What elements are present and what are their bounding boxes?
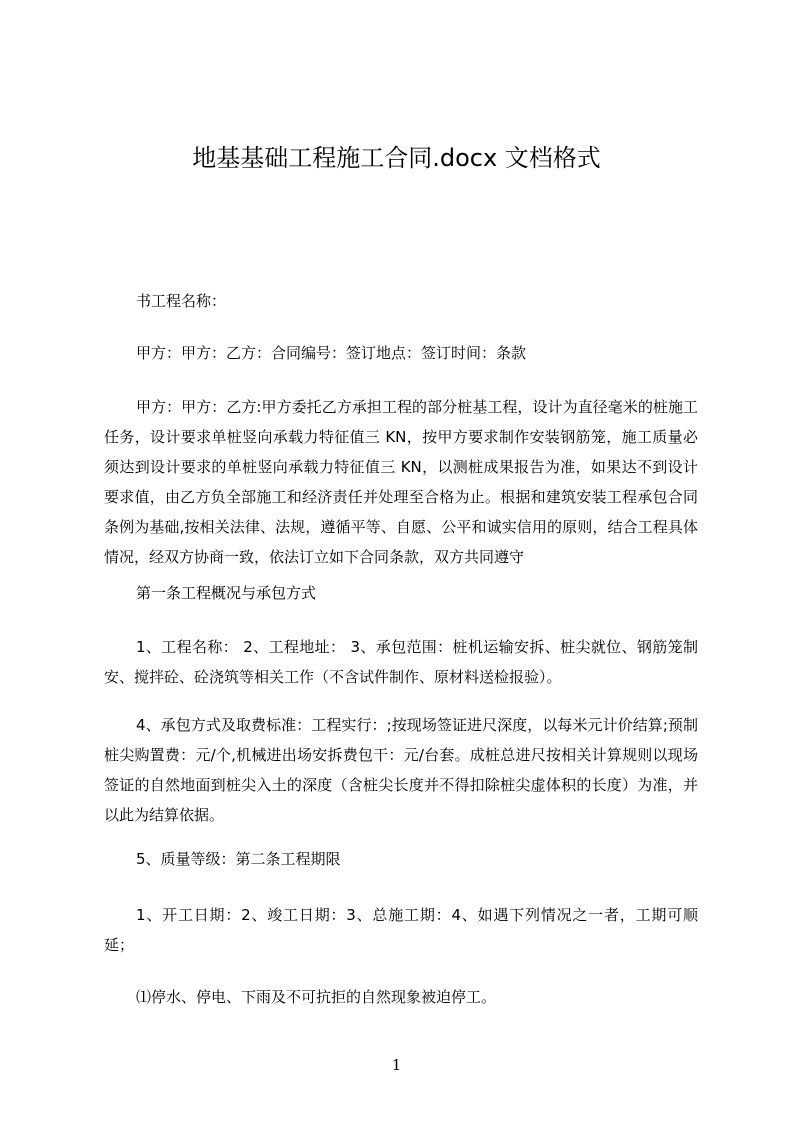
paragraph-contract-preamble: 甲方：甲方：乙方:甲方委托乙方承担工程的部分桩基工程，设计为直径毫米的桩施工任务，设计要求单桩竖向承载力特征值三 KN，按甲方要求制作安装钢筋笼，施工质量必须达到设计要求的单桩竖向承载力特征值三 KN，以测桩成果报告为准，如果达不到设计要求值，由乙方负全部施工和经济责任并处理至合格为止。根据和建筑安装工程承包合同条例为基础,按相关法律、法规，遵循平等、自愿、公平和诚实信用的原则，结合工程具体情况，经双方协商一致，依法订立如下合同条款，双方共同遵守 bbox=[104, 398, 698, 566]
paragraph-delay-condition-1: ⑴停水、停电、下雨及不可抗拒的自然现象被迫停工。 bbox=[136, 988, 497, 1006]
section-heading-article-1: 第一条工程概况与承包方式 bbox=[136, 584, 317, 602]
paragraph-project-scope: 1、工程名称： 2、工程地址： 3、承包范围：桩机运输安拆、桩尖就位、钢筋笼制安、搅拌砼、砼浇筑等相关工作（不含试件制作、原材料送检报验）。 bbox=[104, 638, 698, 686]
document-title: 地基基础工程施工合同.docx 文档格式 bbox=[192, 144, 601, 172]
page-number: 1 bbox=[391, 1056, 402, 1074]
paragraph-project-name: 书工程名称： bbox=[136, 292, 227, 310]
paragraph-parties-header: 甲方：甲方：乙方：合同编号：签订地点：签订时间：条款 bbox=[136, 344, 527, 362]
paragraph-contract-method: 4、承包方式及取费标准：工程实行：;按现场签证进尺深度，以每米元计价结算;预制桩尖购置费：元/个,机械进出场安拆费包干：元/台套。成桩总进尺按相关计算规则以现场签证的自然地面到桩尖入土的深度（含桩尖长度并不得扣除桩尖虚体积的长度）为准，并以此为结算依据。 bbox=[104, 716, 698, 824]
paragraph-quality-grade: 5、质量等级：第二条工程期限 bbox=[136, 850, 341, 868]
paragraph-schedule: 1、开工日期：2、竣工日期：3、总施工期：4、如遇下列情况之一者，工期可顺延； bbox=[104, 906, 698, 954]
